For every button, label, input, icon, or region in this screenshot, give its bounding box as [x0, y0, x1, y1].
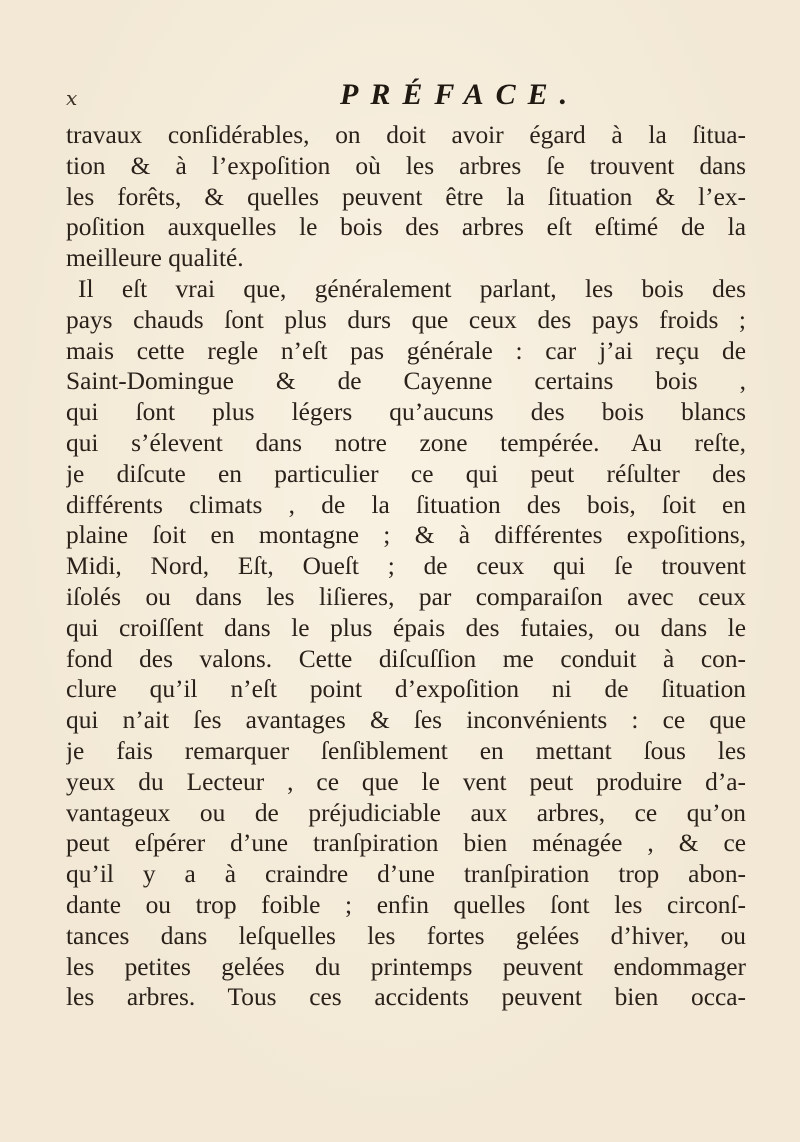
text-line: meilleure qualité.: [66, 244, 244, 273]
text-line: mais cette regle n’eſt pas générale : car j’ai reçu de: [66, 336, 746, 365]
text-line: fond des valons. Cette diſcuſſion me conduit à con-: [66, 644, 746, 673]
text-line: Saint-Domingue & de Cayenne certains bois ,: [66, 367, 746, 396]
text-line: pays chauds ſont plus durs que ceux des pays froids ;: [66, 305, 746, 334]
text-line: Midi, Nord, Eſt, Oueſt ; de ceux qui ſe trouvent: [66, 552, 746, 581]
text-line: plaine ſoit en montagne ; & à différentes expoſitions,: [66, 521, 746, 550]
running-title: PRÉFACE.: [340, 78, 580, 111]
running-head: [0, 78, 800, 118]
text-line: qu’il y a à craindre d’une tranſpiration trop abon-: [66, 860, 746, 889]
text-line: qui s’élevent dans notre zone tempérée. Au reſte,: [66, 428, 746, 457]
text-line: différents climats , de la ſituation des bois, ſoit en: [66, 490, 746, 519]
text-line: je fais remarquer ſenſiblement en mettant ſous les: [66, 736, 746, 765]
text-line: qui ſont plus légers qu’aucuns des bois blancs: [66, 398, 746, 427]
text-line: les petites gelées du printemps peuvent endommager: [66, 952, 746, 981]
text-line: les arbres. Tous ces accidents peuvent bien occa-: [66, 983, 746, 1012]
text-line: yeux du Lecteur , ce que le vent peut produire d’a-: [66, 767, 746, 796]
text-line: travaux conſidérables, on doit avoir égard à la ſitua-: [66, 121, 746, 149]
page-number: x: [66, 86, 78, 110]
text-line: iſolés ou dans les liſieres, par comparaiſon avec ceux: [66, 582, 746, 611]
text-line: Il eſt vrai que, généralement parlant, les bois des: [78, 274, 746, 303]
text-line: je diſcute en particulier ce qui peut réſulter des: [66, 459, 746, 488]
text-line: les forêts, & quelles peuvent être la ſituation & l’ex-: [66, 182, 746, 211]
text-line: vantageux ou de préjudiciable aux arbres, ce qu’on: [66, 798, 746, 827]
text-line: tances dans leſquelles les fortes gelées d’hiver, ou: [66, 921, 746, 950]
text-line: tion & à l’expoſition où les arbres ſe trouvent dans: [66, 151, 746, 180]
text-line: clure qu’il n’eſt point d’expoſition ni de ſituation: [66, 675, 746, 704]
body-text: [66, 120, 746, 1013]
text-line: qui n’ait ſes avantages & ſes inconvénients : ce que: [66, 706, 746, 735]
text-line: poſition auxquelles le bois des arbres eſt eſtimé de la: [66, 213, 746, 242]
text-line: peut eſpérer d’une tranſpiration bien ménagée , & ce: [66, 829, 746, 858]
text-line: dante ou trop foible ; enfin quelles ſont les circonſ-: [66, 890, 746, 919]
text-line: qui croiſſent dans le plus épais des futaies, ou dans le: [66, 613, 746, 642]
